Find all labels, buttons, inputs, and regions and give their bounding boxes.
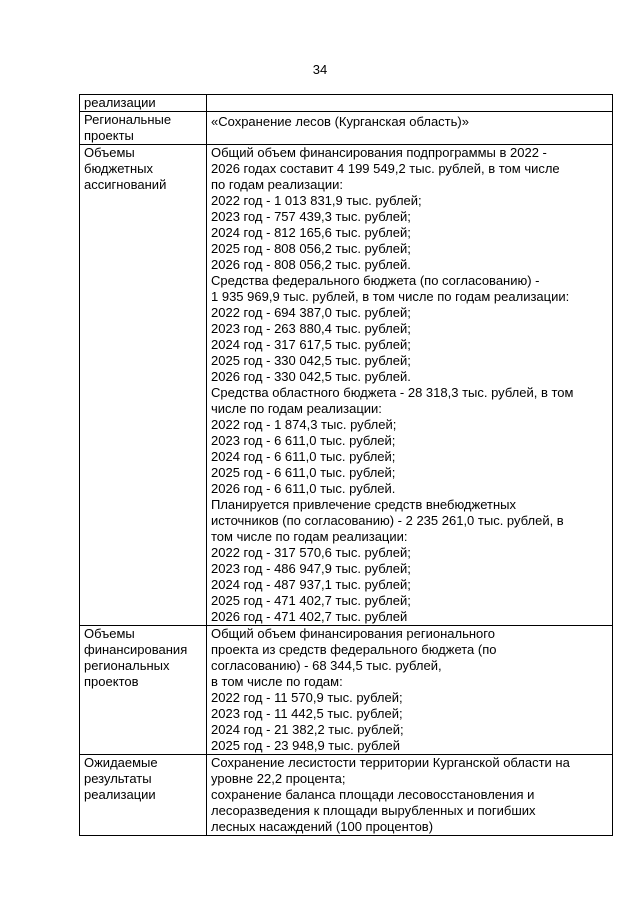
text-line: 2024 год - 317 617,5 тыс. рублей; [211, 337, 411, 352]
text-line: источников (по согласованию) - 2 235 261,0 тыс. рублей, в [211, 513, 564, 528]
text-line: 1 935 969,9 тыс. рублей, в том числе по годам реализации: [211, 289, 570, 304]
text-line: Средства областного бюджета - 28 318,3 тыс. рублей, в том [211, 385, 574, 400]
text-line: 2023 год - 6 611,0 тыс. рублей; [211, 433, 396, 448]
text-line: 2025 год - 471 402,7 тыс. рублей; [211, 593, 411, 608]
text-line: 2023 год - 11 442,5 тыс. рублей; [211, 706, 403, 721]
label-line: финансирования [84, 642, 188, 657]
text-line: 2022 год - 11 570,9 тыс. рублей; [211, 690, 403, 705]
label-line: проектов [84, 674, 139, 689]
text-line: Планируется привлечение средств внебюджетных [211, 497, 516, 512]
text-line: 2025 год - 808 056,2 тыс. рублей; [211, 241, 411, 256]
text-line: 2023 год - 757 439,3 тыс. рублей; [211, 209, 411, 224]
label-line: проекты [84, 128, 134, 143]
text-line: 2026 год - 330 042,5 тыс. рублей. [211, 369, 411, 384]
page-number: 34 [312, 62, 328, 77]
table-row [80, 626, 613, 755]
text-line: Сохранение лесистости территории Курганской области на [211, 755, 570, 770]
text-line: проекта из средств федерального бюджета (по [211, 642, 497, 657]
row-content-project-financing [207, 626, 613, 755]
label-line: Региональные [84, 112, 172, 127]
text-line: 2026 год - 808 056,2 тыс. рублей. [211, 257, 411, 272]
text-line: 2022 год - 694 387,0 тыс. рублей; [211, 305, 411, 320]
table-row [80, 755, 613, 836]
text-line: 2026 годах составит 4 199 549,2 тыс. рублей, в том числе [211, 161, 560, 176]
text-line: 2026 год - 6 611,0 тыс. рублей. [211, 481, 396, 496]
label-line: Ожидаемые [84, 755, 158, 770]
text-line: 2024 год - 812 165,6 тыс. рублей; [211, 225, 411, 240]
text-line: числе по годам реализации: [211, 401, 382, 416]
table-row [80, 95, 613, 112]
row-label-project-financing [80, 626, 207, 755]
text-line: лесных насаждений (100 процентов) [211, 819, 434, 834]
text-line: том числе по годам реализации: [211, 529, 408, 544]
text-line: по годам реализации: [211, 177, 343, 192]
label-line: ассигнований [84, 177, 167, 192]
text-line: 2025 год - 330 042,5 тыс. рублей; [211, 353, 411, 368]
row-label-expected-results [80, 755, 207, 836]
text-line: согласованию) - 68 344,5 тыс. рублей, [211, 658, 442, 673]
text-line: 2024 год - 6 611,0 тыс. рублей; [211, 449, 396, 464]
row-label-regional-projects [80, 112, 207, 145]
row-content-expected-results [207, 755, 613, 836]
row-content-empty [207, 95, 613, 112]
label-line: региональных [84, 658, 170, 673]
label-line: результаты [84, 771, 152, 786]
text-line: 2022 год - 1 874,3 тыс. рублей; [211, 417, 397, 432]
text-line: Средства федерального бюджета (по согласованию) - [211, 273, 540, 288]
label-line: реализации [84, 787, 156, 802]
row-label-realization-continued [80, 95, 207, 112]
text-line: 2023 год - 263 880,4 тыс. рублей; [211, 321, 411, 336]
row-content-regional-projects [207, 112, 613, 145]
text-line: 2024 год - 487 937,1 тыс. рублей; [211, 577, 411, 592]
text-line: уровне 22,2 процента; [211, 771, 346, 786]
table-row [80, 145, 613, 626]
label-line: Объемы [84, 626, 135, 641]
table-row [80, 112, 613, 145]
row-label-budget-volume [80, 145, 207, 626]
text-line: 2026 год - 471 402,7 тыс. рублей [211, 609, 408, 624]
text-line: 2024 год - 21 382,2 тыс. рублей; [211, 722, 404, 737]
text-line: 2023 год - 486 947,9 тыс. рублей; [211, 561, 411, 576]
text-line: лесоразведения к площади вырубленных и погибших [211, 803, 536, 818]
row-content-budget-volume [207, 145, 613, 626]
label-line: реализации [84, 95, 156, 110]
text-line: Общий объем финансирования регионального [211, 626, 495, 641]
text-line: 2022 год - 317 570,6 тыс. рублей; [211, 545, 411, 560]
text-line: 2025 год - 23 948,9 тыс. рублей [211, 738, 400, 753]
text-line: 2025 год - 6 611,0 тыс. рублей; [211, 465, 396, 480]
project-name: «Сохранение лесов (Курганская область)» [211, 114, 469, 129]
text-line: Общий объем финансирования подпрограммы в 2022 - [211, 145, 547, 160]
text-line: сохранение баланса площади лесовосстановления и [211, 787, 535, 802]
label-line: Объемы [84, 145, 135, 160]
label-line: бюджетных [84, 161, 153, 176]
text-line: в том числе по годам: [211, 674, 343, 689]
text-line: 2022 год - 1 013 831,9 тыс. рублей; [211, 193, 422, 208]
passport-table [79, 94, 613, 836]
